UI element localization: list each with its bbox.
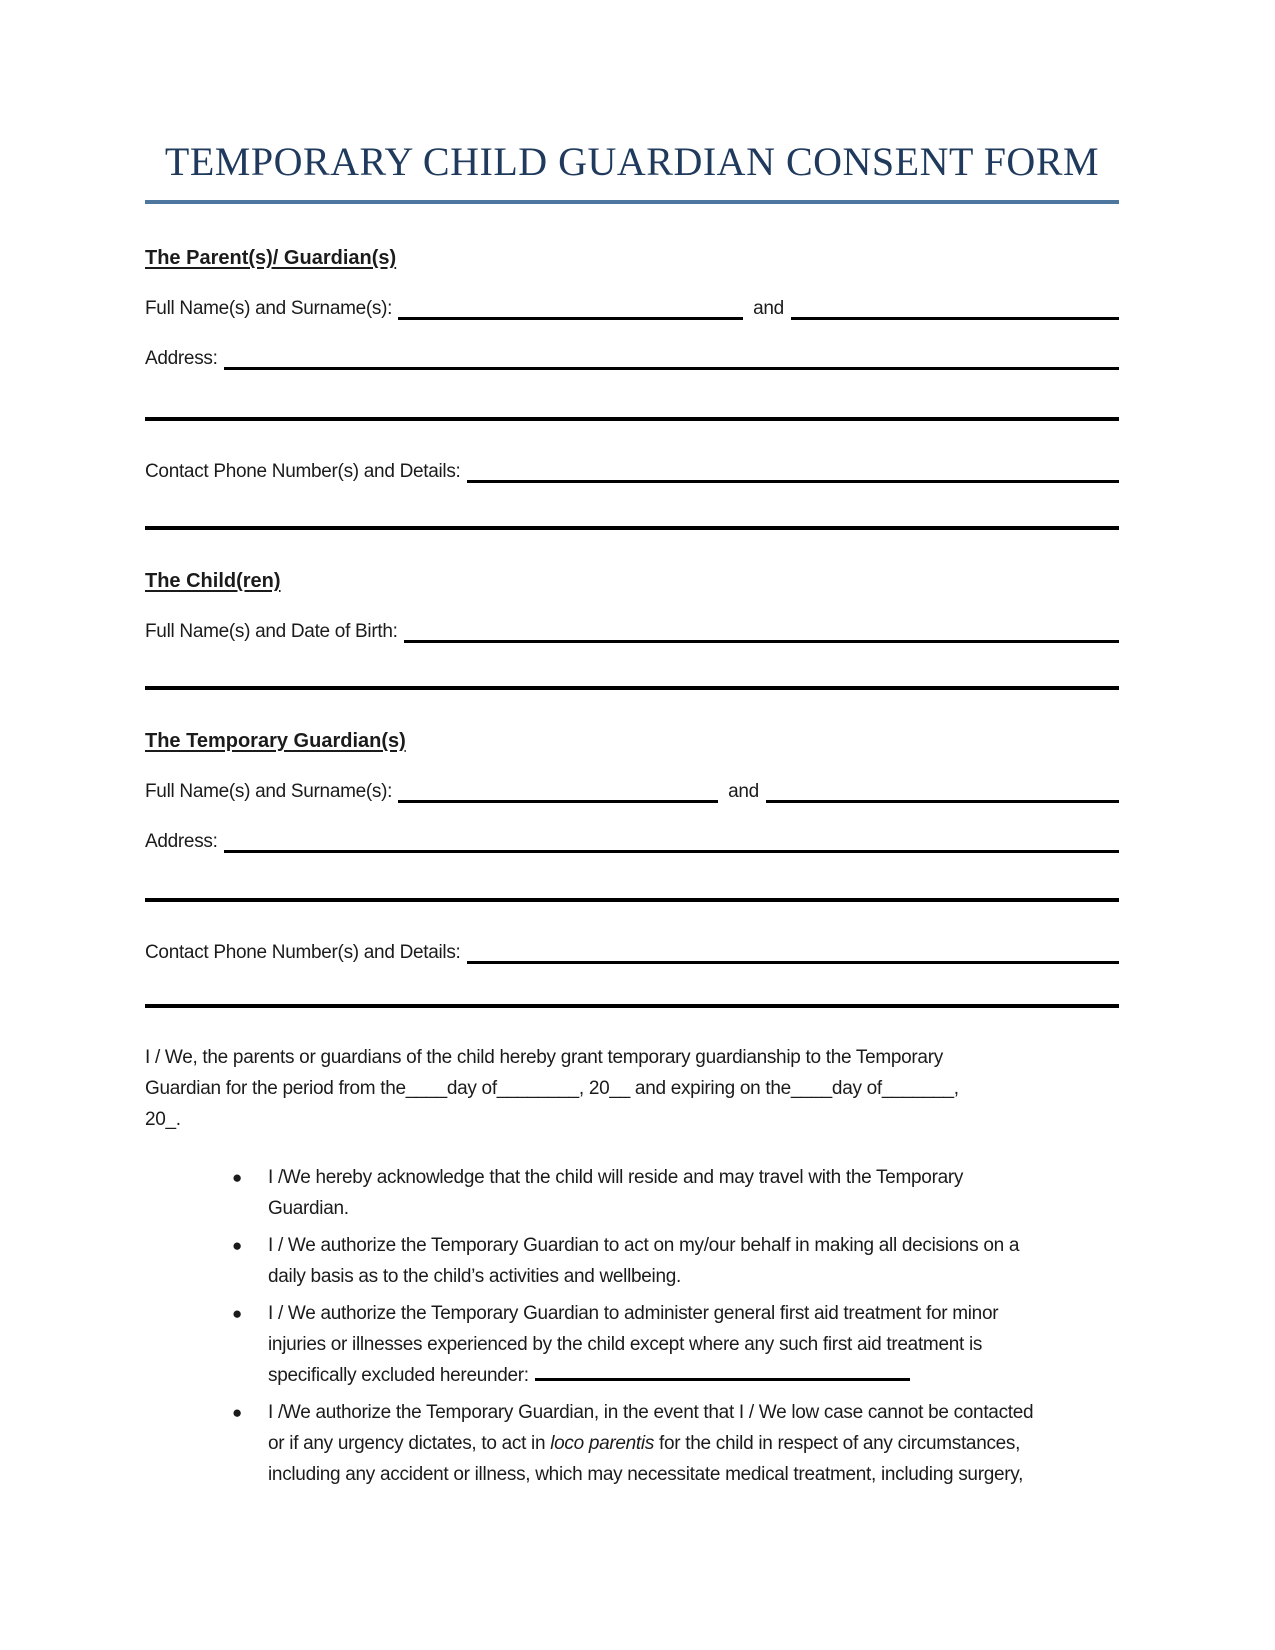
parents-contact-label: Contact Phone Number(s) and Details: (145, 461, 461, 482)
grant-paragraph-line-2: Guardian for the period from the____day of________, 20__ and expiring on the____day of_______, (145, 1078, 959, 1099)
title-underline-rule (145, 200, 1119, 204)
guardian-contact-continuation-line[interactable] (145, 1004, 1119, 1008)
guardian-contact-label: Contact Phone Number(s) and Details: (145, 942, 461, 963)
bullet-daily-decisions (145, 1230, 1119, 1292)
terms-bullet-list (145, 1162, 1119, 1490)
bullet-dot-icon: ● (232, 1403, 242, 1422)
grant-paragraph-line-3: 20_. (145, 1109, 181, 1130)
page-title: TEMPORARY CHILD GUARDIAN CONSENT FORM (164, 139, 1100, 184)
guardian-address-continuation-line[interactable] (145, 898, 1119, 902)
form-row-guardian-contact (145, 942, 1119, 964)
form-row-parents-address (145, 348, 1119, 370)
bullet-3-line-1: I / We authorize the Temporary Guardian to administer general first aid treatment for minor (268, 1303, 999, 1324)
parents-address-continuation-line[interactable] (145, 417, 1119, 421)
parents-fullname-blank-2[interactable] (791, 307, 1119, 320)
and-label: and (753, 298, 784, 319)
bullet-first-aid (145, 1298, 1119, 1391)
child-name-dob-continuation-line[interactable] (145, 686, 1119, 690)
guardian-fullname-blank-2[interactable] (766, 790, 1119, 803)
excluded-treatment-blank[interactable] (535, 1366, 910, 1381)
section-heading-temporary-guardians: The Temporary Guardian(s) (145, 730, 406, 752)
child-name-dob-label: Full Name(s) and Date of Birth: (145, 621, 398, 642)
guardian-contact-blank[interactable] (467, 951, 1119, 964)
bullet-1-line-1: I /We hereby acknowledge that the child will reside and may travel with the Temporary (268, 1167, 964, 1188)
guardian-address-label: Address: (145, 831, 218, 852)
section-heading-children: The Child(ren) (145, 570, 281, 592)
bullet-2-line-1: I / We authorize the Temporary Guardian to act on my/our behalf in making all decisions on a (268, 1235, 1020, 1256)
form-row-parents-fullname (145, 298, 1119, 320)
bullet-dot-icon: ● (232, 1168, 242, 1187)
guardian-fullname-label: Full Name(s) and Surname(s): (145, 781, 393, 802)
parents-fullname-label: Full Name(s) and Surname(s): (145, 298, 393, 319)
guardian-address-blank[interactable] (224, 840, 1119, 853)
guardian-fullname-blank-1[interactable] (398, 790, 718, 803)
bullet-4-line-1: I /We authorize the Temporary Guardian, in the event that I / We low case cannot be contacted (268, 1402, 1034, 1423)
child-name-dob-blank[interactable] (404, 630, 1119, 643)
bullet-1-line-2: Guardian. (268, 1198, 349, 1219)
bullet-loco-parentis (145, 1397, 1119, 1490)
parents-contact-blank[interactable] (467, 470, 1119, 483)
bullet-2-line-2: daily basis as to the child’s activities and wellbeing. (268, 1266, 681, 1287)
bullet-4-line-2 (268, 1428, 1119, 1459)
bullet-dot-icon: ● (232, 1236, 242, 1255)
form-row-guardian-fullname (145, 781, 1119, 803)
parents-contact-continuation-line[interactable] (145, 526, 1119, 530)
bullet-4-line-2-post: for the child in respect of any circumstances, (654, 1433, 1021, 1454)
form-row-guardian-address (145, 831, 1119, 853)
form-row-parents-contact (145, 461, 1119, 483)
parents-address-blank[interactable] (224, 357, 1119, 370)
grant-paragraph (145, 1042, 1119, 1135)
bullet-dot-icon: ● (232, 1304, 242, 1323)
bullet-3-line-2: injuries or illnesses experienced by the child except where any such first aid treatment is (268, 1334, 983, 1355)
grant-paragraph-line-1: I / We, the parents or guardians of the child hereby grant temporary guardianship to the Temporary (145, 1047, 943, 1068)
parents-fullname-blank-1[interactable] (398, 307, 743, 320)
bullet-3-line-3-text: specifically excluded hereunder: (268, 1365, 529, 1386)
form-row-child-name-dob (145, 621, 1119, 643)
loco-parentis-italic: loco parentis (550, 1433, 655, 1454)
bullet-4-line-3: including any accident or illness, which may necessitate medical treatment, including surgery, (268, 1464, 1024, 1485)
bullet-3-line-3 (268, 1360, 1119, 1391)
parents-address-label: Address: (145, 348, 218, 369)
and-label: and (728, 781, 759, 802)
section-heading-parents: The Parent(s)/ Guardian(s) (145, 247, 397, 269)
bullet-reside-travel (145, 1162, 1119, 1224)
bullet-4-line-2-pre: or if any urgency dictates, to act in (268, 1433, 551, 1454)
